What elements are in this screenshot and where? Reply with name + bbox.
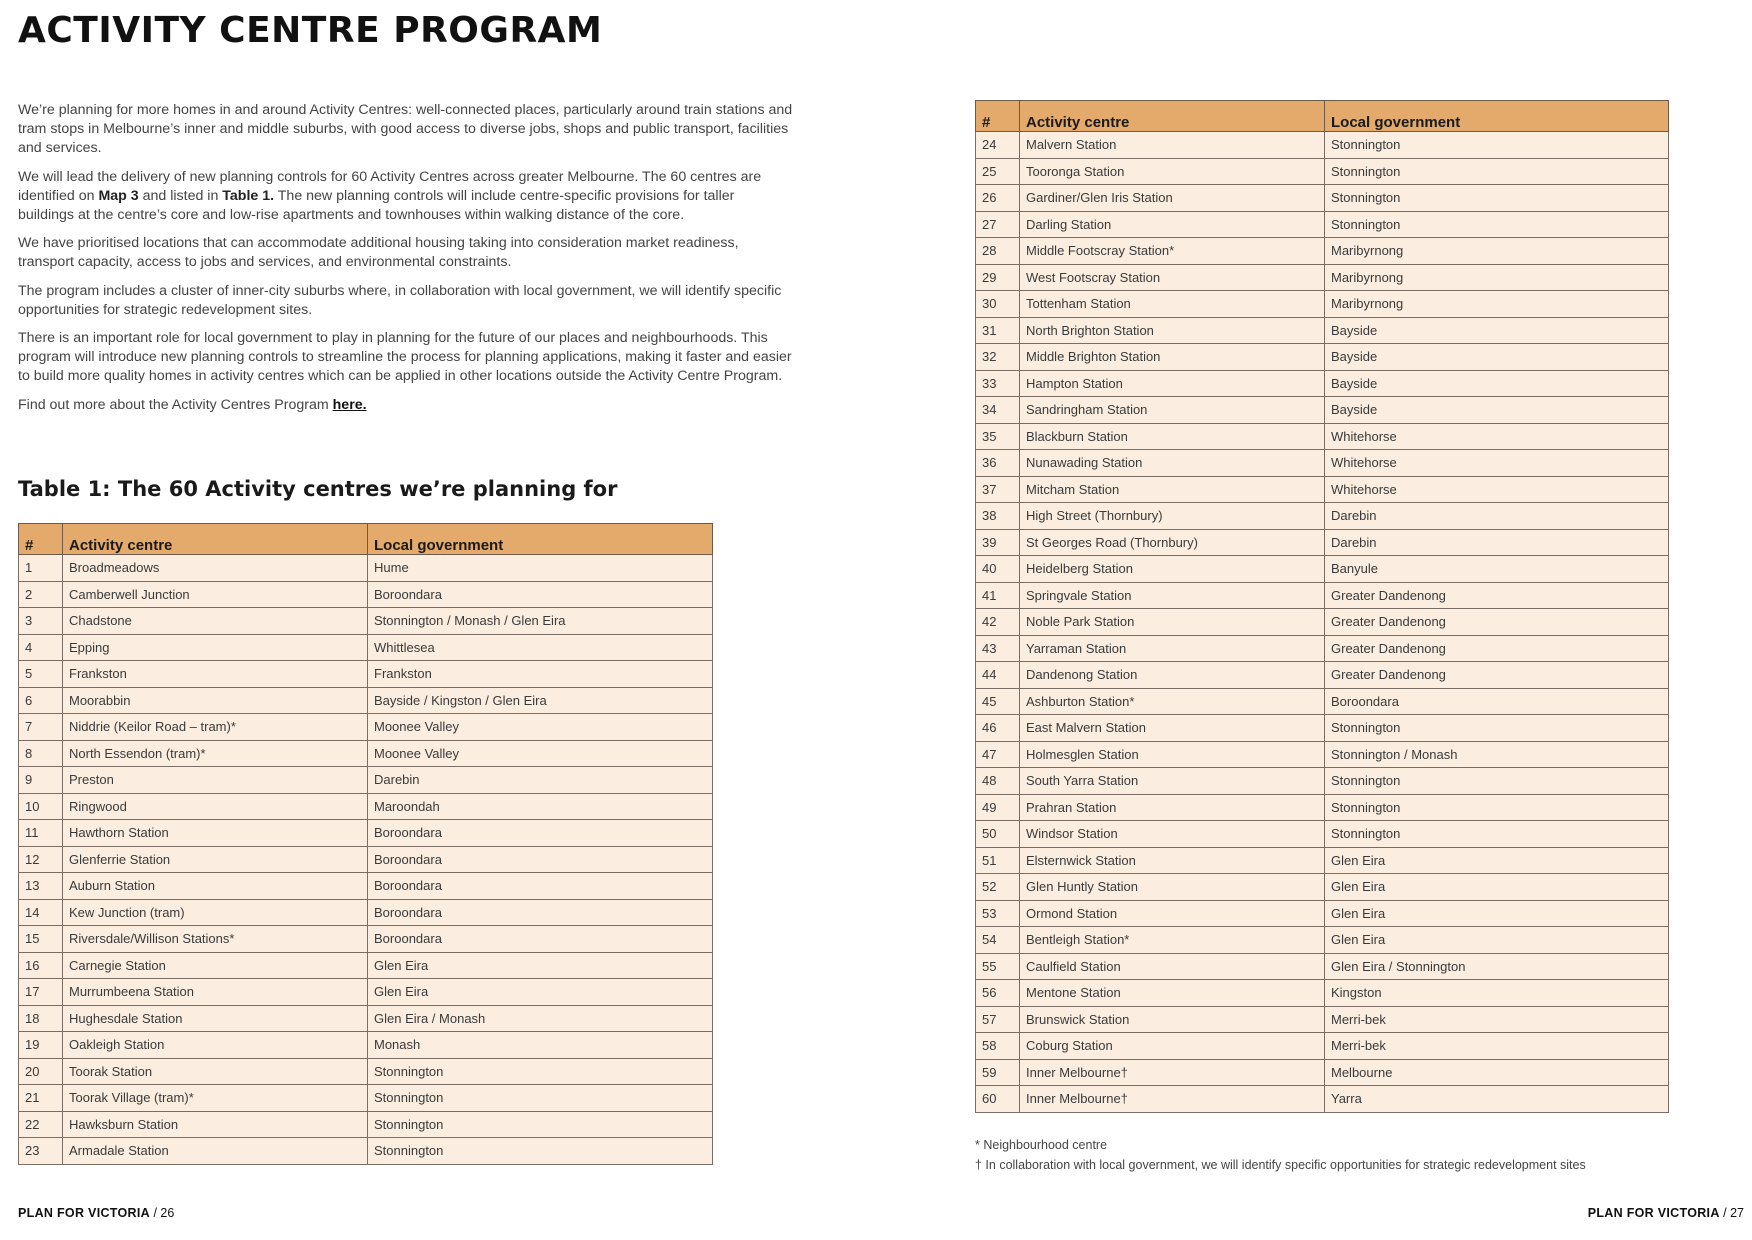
- cell-activity-centre: Gardiner/Glen Iris Station: [1020, 185, 1325, 212]
- cell-activity-centre: Hughesdale Station: [63, 1005, 368, 1032]
- cell-local-government: Maribyrnong: [1325, 264, 1669, 291]
- table-row: [976, 132, 1669, 159]
- cell-activity-centre: Darling Station: [1020, 211, 1325, 238]
- cell-number: 24: [976, 132, 1020, 159]
- cell-local-government: Stonnington: [1325, 132, 1669, 159]
- table-row: [19, 793, 713, 820]
- cell-activity-centre: Riversdale/Willison Stations*: [63, 926, 368, 953]
- map-reference: Map 3: [98, 187, 139, 204]
- table-row: [976, 317, 1669, 344]
- cell-activity-centre: Ormond Station: [1020, 900, 1325, 927]
- intro-text-run: and listed in: [138, 187, 223, 204]
- table-row: [19, 873, 713, 900]
- footer-brand: PLAN FOR VICTORIA: [1587, 1206, 1720, 1220]
- cell-local-government: Frankston: [368, 661, 713, 688]
- cell-local-government: Monash: [368, 1032, 713, 1059]
- intro-text-run: We will lead the delivery of new planning controls for 60 Activity Centres across greater Melbourne. The 60 centres are identified on: [18, 168, 762, 204]
- cell-activity-centre: Mitcham Station: [1020, 476, 1325, 503]
- table-row: [976, 1006, 1669, 1033]
- table-row: [976, 874, 1669, 901]
- cell-local-government: Glen Eira: [368, 979, 713, 1006]
- table-row: [976, 1086, 1669, 1113]
- cell-local-government: Melbourne: [1325, 1059, 1669, 1086]
- cell-number: 5: [19, 661, 63, 688]
- table-row: [976, 768, 1669, 795]
- cell-activity-centre: Springvale Station: [1020, 582, 1325, 609]
- cell-activity-centre: Inner Melbourne†: [1020, 1086, 1325, 1113]
- table-row: [976, 264, 1669, 291]
- table-row: [976, 397, 1669, 424]
- cell-activity-centre: Hampton Station: [1020, 370, 1325, 397]
- header-activity-centre: Activity centre: [1020, 101, 1325, 132]
- cell-number: 19: [19, 1032, 63, 1059]
- footnote-collaboration: † In collaboration with local government, we will identify specific opportunities for strategic redevelopment sites: [975, 1158, 1586, 1172]
- cell-activity-centre: Moorabbin: [63, 687, 368, 714]
- cell-local-government: Greater Dandenong: [1325, 582, 1669, 609]
- cell-number: 41: [976, 582, 1020, 609]
- cell-local-government: Moonee Valley: [368, 740, 713, 767]
- cell-activity-centre: High Street (Thornbury): [1020, 503, 1325, 530]
- cell-activity-centre: Carnegie Station: [63, 952, 368, 979]
- cell-local-government: Darebin: [1325, 529, 1669, 556]
- cell-number: 25: [976, 158, 1020, 185]
- cell-local-government: Maroondah: [368, 793, 713, 820]
- cell-activity-centre: Murrumbeena Station: [63, 979, 368, 1006]
- cell-local-government: Stonnington: [368, 1111, 713, 1138]
- cell-number: 56: [976, 980, 1020, 1007]
- cell-number: 40: [976, 556, 1020, 583]
- cell-activity-centre: West Footscray Station: [1020, 264, 1325, 291]
- table-row: [976, 741, 1669, 768]
- cell-number: 9: [19, 767, 63, 794]
- cell-activity-centre: Chadstone: [63, 608, 368, 635]
- table-row: [976, 503, 1669, 530]
- cell-activity-centre: Blackburn Station: [1020, 423, 1325, 450]
- cell-number: 11: [19, 820, 63, 847]
- table-row: [976, 582, 1669, 609]
- cell-activity-centre: Windsor Station: [1020, 821, 1325, 848]
- cell-local-government: Glen Eira / Stonnington: [1325, 953, 1669, 980]
- cell-local-government: Merri-bek: [1325, 1033, 1669, 1060]
- intro-paragraph: We’re planning for more homes in and around Activity Centres: well-connected places, particularly around train stations and tram stops in Melbourne’s inner and middle suburbs, with good access to diverse jobs, shops and public transport, facilities and services.: [18, 102, 793, 157]
- table-row: [976, 1033, 1669, 1060]
- cell-number: 15: [19, 926, 63, 953]
- cell-local-government: Hume: [368, 555, 713, 582]
- page-number: / 26: [149, 1206, 175, 1220]
- cell-local-government: Boroondara: [368, 873, 713, 900]
- table-row: [976, 291, 1669, 318]
- intro-paragraph: There is an important role for local government to play in planning for the future of our places and neighbourhoods. This program will introduce new planning controls to streamline the process for planning applications, making it faster and easier to build more quality homes in activity centres which can be applied in other locations outside the Activity Centre Program.: [18, 330, 792, 385]
- cell-number: 43: [976, 635, 1020, 662]
- cell-activity-centre: Noble Park Station: [1020, 609, 1325, 636]
- cell-activity-centre: Holmesglen Station: [1020, 741, 1325, 768]
- cell-activity-centre: Brunswick Station: [1020, 1006, 1325, 1033]
- cell-activity-centre: Hawksburn Station: [63, 1111, 368, 1138]
- cell-local-government: Boroondara: [368, 581, 713, 608]
- table-row: [976, 980, 1669, 1007]
- cell-activity-centre: Mentone Station: [1020, 980, 1325, 1007]
- cell-number: 32: [976, 344, 1020, 371]
- header-number: #: [19, 524, 63, 555]
- cell-number: 27: [976, 211, 1020, 238]
- cell-local-government: Maribyrnong: [1325, 291, 1669, 318]
- table-row: [19, 581, 713, 608]
- cell-activity-centre: St Georges Road (Thornbury): [1020, 529, 1325, 556]
- cell-number: 50: [976, 821, 1020, 848]
- cell-local-government: Bayside / Kingston / Glen Eira: [368, 687, 713, 714]
- intro-paragraph: [18, 396, 793, 415]
- table-row: [19, 1138, 713, 1165]
- table-row: [19, 1005, 713, 1032]
- cell-local-government: Stonnington: [1325, 768, 1669, 795]
- cell-local-government: Boroondara: [368, 820, 713, 847]
- cell-number: 51: [976, 847, 1020, 874]
- cell-activity-centre: North Brighton Station: [1020, 317, 1325, 344]
- table-row: [19, 1085, 713, 1112]
- cell-number: 1: [19, 555, 63, 582]
- table-row: [976, 609, 1669, 636]
- cell-local-government: Bayside: [1325, 370, 1669, 397]
- table-row: [976, 556, 1669, 583]
- cell-activity-centre: Yarraman Station: [1020, 635, 1325, 662]
- intro-paragraph: [18, 168, 793, 226]
- cell-local-government: Greater Dandenong: [1325, 635, 1669, 662]
- cell-activity-centre: Elsternwick Station: [1020, 847, 1325, 874]
- footer-left: [18, 1206, 174, 1220]
- table-row: [976, 370, 1669, 397]
- cell-number: 18: [19, 1005, 63, 1032]
- cell-activity-centre: Camberwell Junction: [63, 581, 368, 608]
- intro-text-run: The new planning controls will include centre-specific provisions for taller buildings at the centre’s core and low-rise apartments and townhouses within walking distance of the core.: [18, 187, 735, 224]
- table-row: [976, 476, 1669, 503]
- cell-number: 58: [976, 1033, 1020, 1060]
- cell-local-government: Darebin: [1325, 503, 1669, 530]
- cell-local-government: Whitehorse: [1325, 450, 1669, 477]
- cell-activity-centre: Oakleigh Station: [63, 1032, 368, 1059]
- table-row: [976, 529, 1669, 556]
- cell-local-government: Stonnington: [1325, 185, 1669, 212]
- table-row: [19, 899, 713, 926]
- cell-activity-centre: North Essendon (tram)*: [63, 740, 368, 767]
- cell-number: 2: [19, 581, 63, 608]
- cell-number: 53: [976, 900, 1020, 927]
- cell-activity-centre: Malvern Station: [1020, 132, 1325, 159]
- cell-local-government: Bayside: [1325, 344, 1669, 371]
- table-row: [19, 1111, 713, 1138]
- table-row: [19, 846, 713, 873]
- cell-number: 12: [19, 846, 63, 873]
- cell-number: 28: [976, 238, 1020, 265]
- cell-number: 13: [19, 873, 63, 900]
- cell-activity-centre: Caulfield Station: [1020, 953, 1325, 980]
- footer-right: [1588, 1206, 1744, 1220]
- table-row: [19, 661, 713, 688]
- table-body: [19, 555, 713, 1165]
- cell-number: 20: [19, 1058, 63, 1085]
- cell-number: 57: [976, 1006, 1020, 1033]
- header-activity-centre: Activity centre: [63, 524, 368, 555]
- table-row: [19, 740, 713, 767]
- cell-activity-centre: Toorak Village (tram)*: [63, 1085, 368, 1112]
- cell-local-government: Stonnington / Monash: [1325, 741, 1669, 768]
- intro-paragraph: The program includes a cluster of inner-city suburbs where, in collaboration with local government, we will identify specific opportunities for strategic redevelopment sites.: [18, 282, 782, 318]
- program-link[interactable]: here.: [332, 396, 367, 413]
- cell-activity-centre: Middle Footscray Station*: [1020, 238, 1325, 265]
- cell-number: 60: [976, 1086, 1020, 1113]
- cell-local-government: Whitehorse: [1325, 476, 1669, 503]
- cell-number: 23: [19, 1138, 63, 1165]
- cell-number: 30: [976, 291, 1020, 318]
- cell-number: 8: [19, 740, 63, 767]
- cell-local-government: Glen Eira: [1325, 847, 1669, 874]
- intro-paragraph: We have prioritised locations that can accommodate additional housing taking into consideration market readiness, transport capacity, access to jobs and services, and environmental constraints.: [18, 235, 739, 271]
- cell-number: 33: [976, 370, 1020, 397]
- cell-local-government: Bayside: [1325, 317, 1669, 344]
- cell-number: 42: [976, 609, 1020, 636]
- cell-local-government: Stonnington: [1325, 211, 1669, 238]
- cell-local-government: Boroondara: [1325, 688, 1669, 715]
- cell-activity-centre: Preston: [63, 767, 368, 794]
- footnote-neighbourhood-centre: * Neighbourhood centre: [975, 1138, 1108, 1152]
- cell-local-government: Greater Dandenong: [1325, 609, 1669, 636]
- table-row: [19, 634, 713, 661]
- cell-local-government: Stonnington: [368, 1085, 713, 1112]
- cell-number: 26: [976, 185, 1020, 212]
- cell-number: 6: [19, 687, 63, 714]
- table-reference: Table 1.: [222, 187, 275, 204]
- intro-text: [18, 101, 793, 424]
- cell-number: 35: [976, 423, 1020, 450]
- cell-activity-centre: Broadmeadows: [63, 555, 368, 582]
- table-row: [19, 1032, 713, 1059]
- cell-local-government: Glen Eira: [368, 952, 713, 979]
- table-body: [976, 132, 1669, 1113]
- page-title: ACTIVITY CENTRE PROGRAM: [18, 10, 603, 51]
- cell-number: 44: [976, 662, 1020, 689]
- cell-number: 22: [19, 1111, 63, 1138]
- cell-activity-centre: Epping: [63, 634, 368, 661]
- table-row: [19, 714, 713, 741]
- cell-number: 49: [976, 794, 1020, 821]
- cell-activity-centre: Armadale Station: [63, 1138, 368, 1165]
- activity-centres-table-right: [975, 100, 1669, 1113]
- cell-activity-centre: East Malvern Station: [1020, 715, 1325, 742]
- cell-number: 55: [976, 953, 1020, 980]
- cell-number: 39: [976, 529, 1020, 556]
- cell-local-government: Boroondara: [368, 926, 713, 953]
- cell-local-government: Maribyrnong: [1325, 238, 1669, 265]
- cell-local-government: Moonee Valley: [368, 714, 713, 741]
- cell-local-government: Stonnington: [1325, 794, 1669, 821]
- table-row: [976, 715, 1669, 742]
- footer-brand: PLAN FOR VICTORIA: [18, 1206, 150, 1220]
- cell-number: 48: [976, 768, 1020, 795]
- table-header-row: [19, 524, 713, 555]
- table-row: [19, 820, 713, 847]
- table-header-row: [976, 101, 1669, 132]
- table-row: [976, 1059, 1669, 1086]
- cell-number: 7: [19, 714, 63, 741]
- cell-local-government: Yarra: [1325, 1086, 1669, 1113]
- cell-activity-centre: Sandringham Station: [1020, 397, 1325, 424]
- cell-activity-centre: Tottenham Station: [1020, 291, 1325, 318]
- cell-local-government: Greater Dandenong: [1325, 662, 1669, 689]
- cell-number: 46: [976, 715, 1020, 742]
- cell-activity-centre: Toorak Station: [63, 1058, 368, 1085]
- cell-activity-centre: Niddrie (Keilor Road – tram)*: [63, 714, 368, 741]
- activity-centres-table-left: [18, 523, 713, 1165]
- cell-number: 38: [976, 503, 1020, 530]
- table-row: [976, 953, 1669, 980]
- cell-activity-centre: Middle Brighton Station: [1020, 344, 1325, 371]
- cell-activity-centre: Frankston: [63, 661, 368, 688]
- cell-activity-centre: Tooronga Station: [1020, 158, 1325, 185]
- cell-local-government: Boroondara: [368, 846, 713, 873]
- cell-local-government: Stonnington: [1325, 158, 1669, 185]
- cell-activity-centre: Ashburton Station*: [1020, 688, 1325, 715]
- cell-local-government: Whitehorse: [1325, 423, 1669, 450]
- cell-local-government: Merri-bek: [1325, 1006, 1669, 1033]
- table-row: [976, 423, 1669, 450]
- cell-activity-centre: Bentleigh Station*: [1020, 927, 1325, 954]
- cell-number: 54: [976, 927, 1020, 954]
- cell-activity-centre: South Yarra Station: [1020, 768, 1325, 795]
- cell-number: 21: [19, 1085, 63, 1112]
- cell-number: 34: [976, 397, 1020, 424]
- table-row: [976, 821, 1669, 848]
- cell-activity-centre: Nunawading Station: [1020, 450, 1325, 477]
- table-row: [976, 662, 1669, 689]
- cell-local-government: Stonnington: [1325, 821, 1669, 848]
- cell-number: 45: [976, 688, 1020, 715]
- table-row: [19, 926, 713, 953]
- table-row: [976, 344, 1669, 371]
- cell-number: 36: [976, 450, 1020, 477]
- cell-local-government: Glen Eira: [1325, 874, 1669, 901]
- cell-activity-centre: Ringwood: [63, 793, 368, 820]
- cell-local-government: Bayside: [1325, 397, 1669, 424]
- table-row: [976, 900, 1669, 927]
- cell-local-government: Stonnington: [368, 1138, 713, 1165]
- table-row: [976, 211, 1669, 238]
- table-row: [976, 635, 1669, 662]
- cell-local-government: Glen Eira / Monash: [368, 1005, 713, 1032]
- cell-number: 14: [19, 899, 63, 926]
- cell-local-government: Stonnington: [368, 1058, 713, 1085]
- table-row: [19, 952, 713, 979]
- cell-local-government: Kingston: [1325, 980, 1669, 1007]
- table-row: [976, 847, 1669, 874]
- cell-number: 59: [976, 1059, 1020, 1086]
- header-local-government: Local government: [368, 524, 713, 555]
- table-row: [976, 927, 1669, 954]
- page-number: / 27: [1719, 1206, 1744, 1220]
- cell-local-government: Banyule: [1325, 556, 1669, 583]
- table-heading: Table 1: The 60 Activity centres we’re planning for: [18, 477, 618, 501]
- table-row: [976, 794, 1669, 821]
- cell-number: 31: [976, 317, 1020, 344]
- table-row: [19, 979, 713, 1006]
- cell-activity-centre: Dandenong Station: [1020, 662, 1325, 689]
- cell-activity-centre: Inner Melbourne†: [1020, 1059, 1325, 1086]
- cell-activity-centre: Glenferrie Station: [63, 846, 368, 873]
- cell-number: 4: [19, 634, 63, 661]
- cell-activity-centre: Glen Huntly Station: [1020, 874, 1325, 901]
- cell-number: 17: [19, 979, 63, 1006]
- cell-number: 3: [19, 608, 63, 635]
- cell-activity-centre: Coburg Station: [1020, 1033, 1325, 1060]
- footnotes: [975, 1135, 1735, 1175]
- cell-number: 47: [976, 741, 1020, 768]
- cell-activity-centre: Prahran Station: [1020, 794, 1325, 821]
- cell-activity-centre: Kew Junction (tram): [63, 899, 368, 926]
- cell-local-government: Darebin: [368, 767, 713, 794]
- cell-local-government: Boroondara: [368, 899, 713, 926]
- cell-activity-centre: Heidelberg Station: [1020, 556, 1325, 583]
- table-row: [19, 687, 713, 714]
- cell-number: 29: [976, 264, 1020, 291]
- table-row: [976, 185, 1669, 212]
- cell-activity-centre: Auburn Station: [63, 873, 368, 900]
- cell-local-government: Stonnington / Monash / Glen Eira: [368, 608, 713, 635]
- table-row: [976, 450, 1669, 477]
- table-row: [19, 767, 713, 794]
- cell-number: 52: [976, 874, 1020, 901]
- cell-activity-centre: Hawthorn Station: [63, 820, 368, 847]
- cell-local-government: Stonnington: [1325, 715, 1669, 742]
- header-number: #: [976, 101, 1020, 132]
- table-row: [976, 158, 1669, 185]
- cell-local-government: Glen Eira: [1325, 900, 1669, 927]
- table-row: [19, 1058, 713, 1085]
- cell-number: 16: [19, 952, 63, 979]
- table-row: [19, 608, 713, 635]
- cell-local-government: Whittlesea: [368, 634, 713, 661]
- cell-number: 37: [976, 476, 1020, 503]
- intro-text-run: Find out more about the Activity Centres Program: [18, 396, 333, 413]
- cell-local-government: Glen Eira: [1325, 927, 1669, 954]
- table-row: [976, 238, 1669, 265]
- table-row: [976, 688, 1669, 715]
- table-row: [19, 555, 713, 582]
- cell-number: 10: [19, 793, 63, 820]
- header-local-government: Local government: [1325, 101, 1669, 132]
